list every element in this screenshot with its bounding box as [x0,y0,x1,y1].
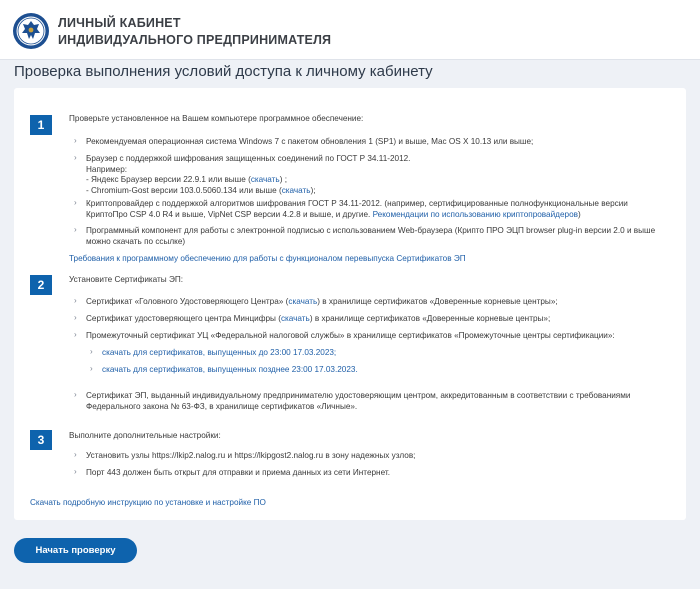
chevron-right-icon: › [90,347,93,356]
crypto-line-1: Криптопровайдер с поддержкой алгоритмов шифрования ГОСТ Р 34.11-2012. (например, сертифицированные полнофункциональные версии [86,199,628,208]
req-browser [86,154,662,196]
brand-title [58,15,331,49]
requirements-card [14,88,686,520]
chevron-right-icon: › [74,136,77,145]
browser-chromium [86,186,662,197]
chevron-right-icon: › [74,313,77,322]
browser-yandex [86,175,662,186]
browser-intro: Браузер с поддержкой шифрования защищенных соединений по ГОСТ Р 34.11-2012. [86,154,411,163]
cert-mincifry-text-a: Сертификат удостоверяющего центра Минцифры ( [86,314,281,323]
crypto-text: КриптоПро CSP 4.0 R4 и выше, VipNet CSP версии 4.2.8 и выше, и другие. [86,209,371,219]
trusted-nodes: Установить узлы https://lkip2.nalog.ru и https://lkipgost2.nalog.ru в зону надежных узлов; [86,451,416,460]
chevron-right-icon: › [74,296,77,305]
cert-mincifry-text-b: ) в хранилище сертификатов «Доверенные корневые центры»; [309,314,551,323]
header [0,0,700,60]
fns-emblem-icon[interactable] [12,12,50,50]
port-443: Порт 443 должен быть открыт для отправки и приема данных из сети Интернет. [86,468,390,477]
step-2-lead: Установите Сертификаты ЭП: [69,275,184,284]
cert-mincifry-download-link[interactable]: скачать [280,314,310,323]
brand-line-2: ИНДИВИДУАЛЬНОГО ПРЕДПРИНИМАТЕЛЯ [58,33,332,47]
cert-ep [86,391,662,412]
chromium-text: - Chromium-Gost версии 103.0.5060.134 или выше ( [86,185,282,195]
chromium-download-link[interactable]: скачать [281,185,311,195]
crypto-tail: ) [577,209,581,219]
chevron-right-icon: › [90,364,93,373]
step-3-lead: Выполните дополнительные настройки: [69,431,221,440]
step-2-badge: 2 [30,275,52,295]
step-1-lead: Проверьте установленное на Вашем компьютере программное обеспечение: [69,114,364,123]
chevron-right-icon: › [74,153,77,162]
yandex-tail: ) ; [279,175,287,184]
cert-root [86,297,662,308]
download-before-link[interactable]: скачать для сертификатов, выпущенных до 23:00 17.03.2023; [102,348,337,357]
req-os: Рекомендуемая операционная система Windows 7 с пакетом обновления 1 (SP1) и выше, Mac OS X 10.13 или выше; [86,137,534,146]
req-crypto [86,199,662,220]
chevron-right-icon: › [74,390,77,399]
chevron-right-icon: › [74,330,77,339]
cert-ep-line-1: Сертификат ЭП, выданный индивидуальному предпринимателю удостоверяющим центром, аккредитованным в соответствии с требованиями [86,391,631,400]
req-plugin [86,226,662,247]
software-requirements-link[interactable]: Требования к программному обеспечению для работы с функционалом перевыпуска Сертификатов ЭП [69,254,466,263]
cert-ep-line-2: Федерального закона № 63-ФЗ, в хранилище сертификатов «Личные». [86,401,358,411]
cert-root-download-link[interactable]: скачать [288,297,318,306]
browser-example: Например: [86,164,128,174]
cert-root-text-a: Сертификат «Головного Удостоверяющего Центра» ( [86,297,289,306]
page-title: Проверка выполнения условий доступа к личному кабинету [14,63,433,80]
cert-intermediate: Промежуточный сертификат УЦ «Федеральной налоговой службы» в хранилище сертификатов «Промежуточные центры сертификации»: [86,331,615,340]
cert-mincifry [86,314,662,325]
chevron-right-icon: › [74,450,77,459]
crypto-line-2 [86,210,662,221]
start-check-button[interactable]: Начать проверку [14,538,137,563]
crypto-recommendations-link[interactable]: Рекомендации по использованию криптопровайдеров [372,209,578,219]
yandex-text: - Яндекс Браузер версии 22.9.1 или выше ( [86,175,251,184]
chevron-right-icon: › [74,198,77,207]
cert-root-text-b: ) в хранилище сертификатов «Доверенные корневые центры»; [317,297,558,306]
download-after-link[interactable]: скачать для сертификатов, выпущенных позднее 23:00 17.03.2023. [102,365,358,374]
step-1-badge: 1 [30,115,52,135]
chevron-right-icon: › [74,225,77,234]
chevron-right-icon: › [74,467,77,476]
plugin-line-1: Программный компонент для работы с электронной подписью с использованием Web-браузера (Крипто ПРО ЭЦП browser plug-in версии 2.0 и выше [86,226,656,235]
download-instructions-link[interactable]: Скачать подробную инструкцию по установке и настройке ПО [30,498,266,507]
plugin-line-2: можно скачать по ссылке) [86,236,186,246]
yandex-download-link[interactable]: скачать [250,175,280,184]
chromium-tail: ); [310,185,316,195]
brand-line-1: ЛИЧНЫЙ КАБИНЕТ [58,16,181,30]
step-3-badge: 3 [30,430,52,450]
